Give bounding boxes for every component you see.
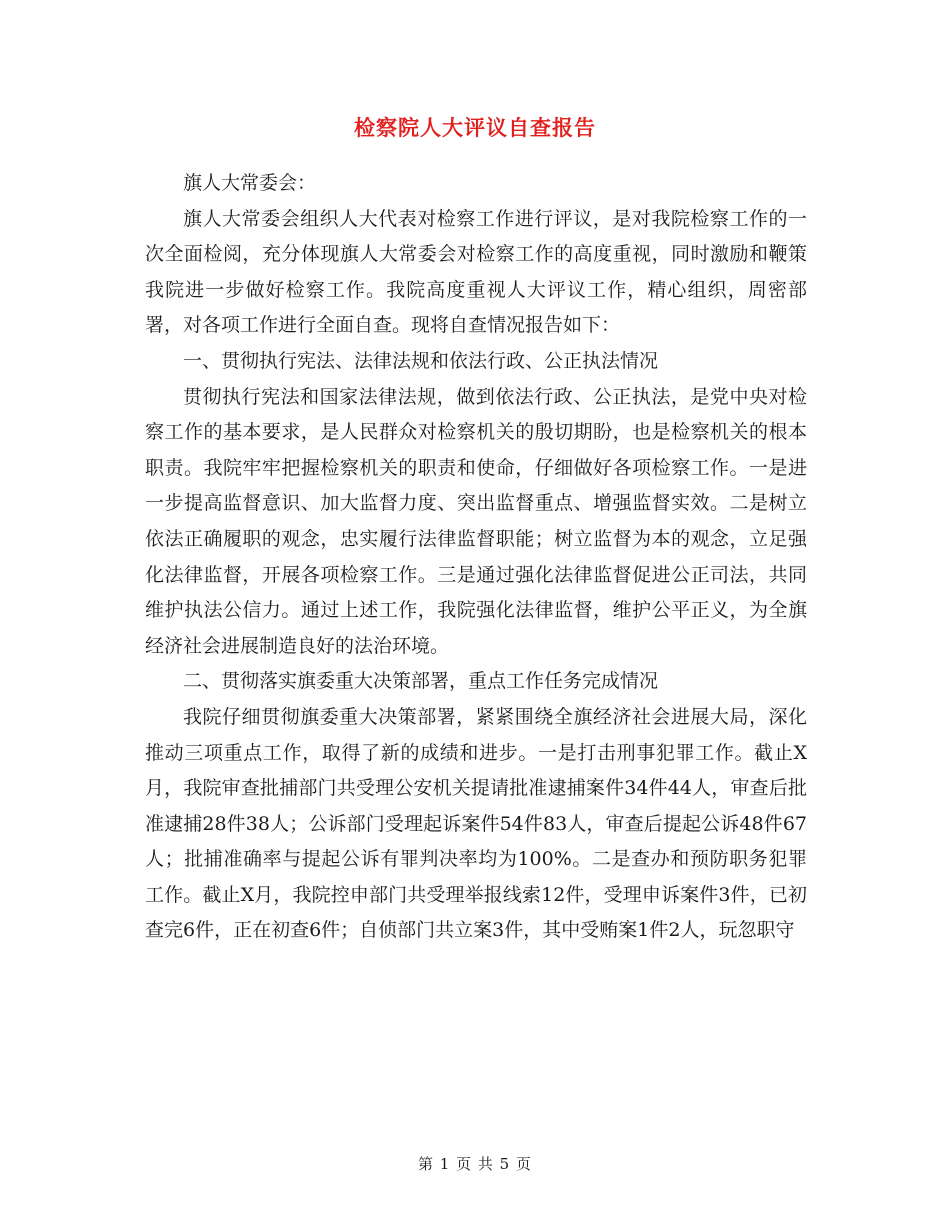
section-1-paragraph: 贯彻执行宪法和国家法律法规，做到依法行政、公正执法，是党中央对检察工作的基本要求，是人民群众对检察机关的殷切期盼，也是检察机关的根本职责。我院牢牢把握检察机关的职责和使命，仔细做好各项检察工作。一是进一步提高监督意识、加大监督力度、突出监督重点、增强监督实效。二是树立依法正确履职的观念，忠实履行法律监督职能；树立监督为本的观念，立足强化法律监督，开展各项检察工作。三是通过强化法律监督促进公正司法，共同维护执法公信力。通过上述工作，我院强化法律监督，维护公平正义，为全旗经济社会进展制造良好的法治环境。 [145, 385, 807, 657]
page-number-footer: 第 1 页 共 5 页 [418, 1155, 532, 1173]
section-2-paragraph: 我院仔细贯彻旗委重大决策部署，紧紧围绕全旗经济社会进展大局，深化推动三项重点工作，取得了新的成绩和进步。一是打击刑事犯罪工作。截止X月，我院审查批捕部门共受理公安机关提请批准逮捕案件34件44人，审查后批准逮捕28件38人；公诉部门受理起诉案件54件83人，审查后提起公诉48件67人；批捕准确率与提起公诉有罪判决率均为100%。二是查办和预防职务犯罪工作。截止X月，我院控申部门共受理举报线索12件，受理申诉案件3件，已初查完6件，正在初查6件；自侦部门共立案3件，其中受贿案1件2人，玩忽职守 [145, 705, 807, 942]
section-heading-1: 一、贯彻执行宪法、法律法规和依法行政、公正执法情况 [183, 349, 659, 372]
section-heading-2: 二、贯彻落实旗委重大决策部署，重点工作任务完成情况 [183, 670, 659, 693]
intro-paragraph: 旗人大常委会组织人大代表对检察工作进行评议，是对我院检察工作的一次全面检阅，充分体现旗人大常委会对检察工作的高度重视，同时激励和鞭策我院进一步做好检察工作。我院高度重视人大评议工作，精心组织，周密部署，对各项工作进行全面自查。现将自查情况报告如下： [145, 207, 807, 337]
document-body [145, 166, 807, 949]
salutation: 旗人大常委会： [183, 172, 317, 194]
document-title: 检察院人大评议自查报告 [354, 115, 596, 140]
